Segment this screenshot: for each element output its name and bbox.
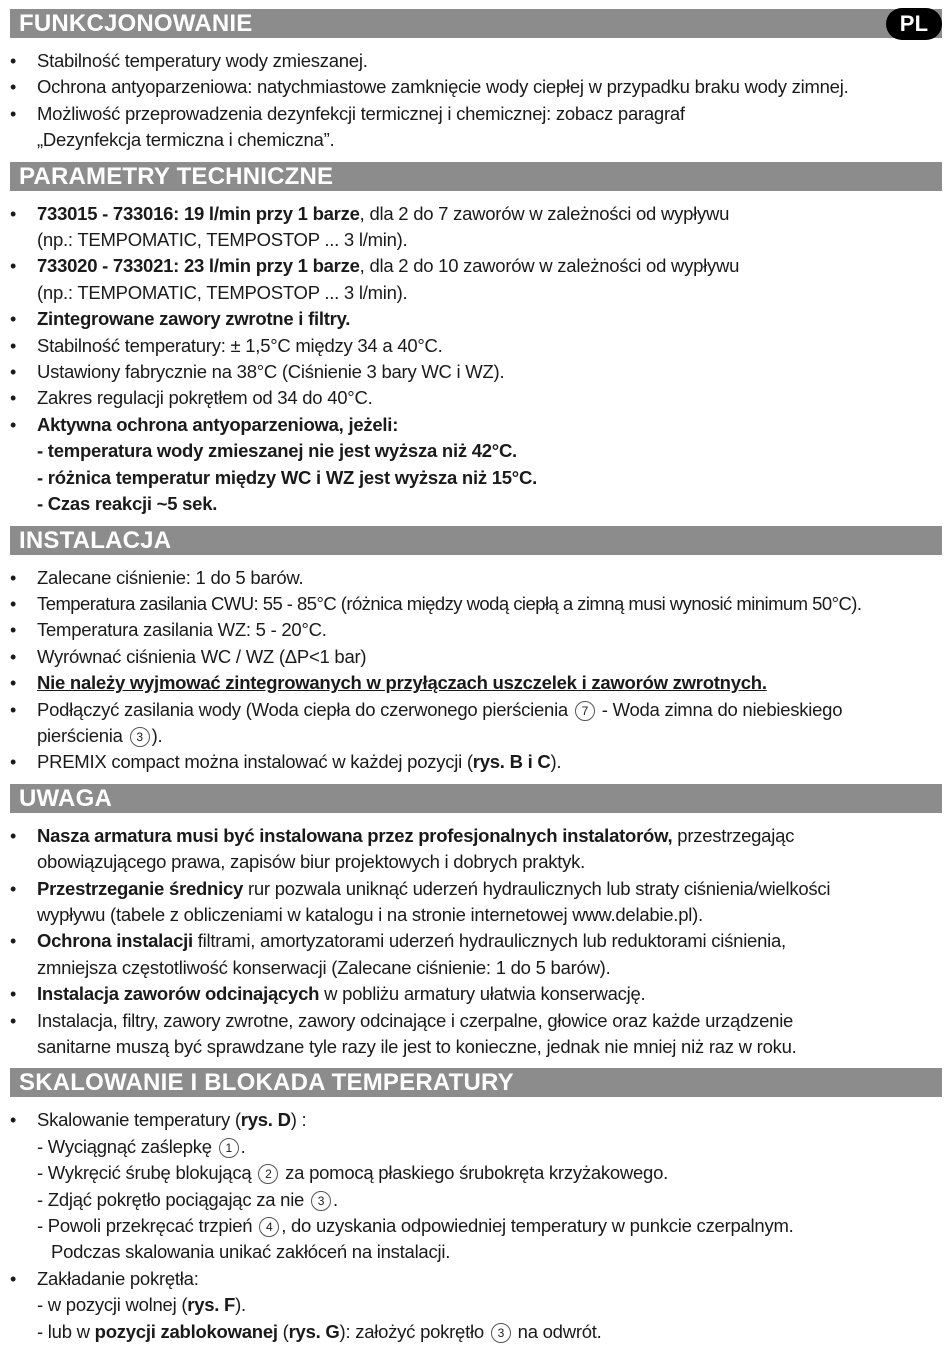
item-text: - Woda zimna do niebieskiego: [601, 698, 843, 720]
item-bold: rys. G: [288, 1320, 340, 1342]
item-text: przestrzegając: [672, 824, 795, 846]
item-line: zmniejsza częstotliwość konserwacji (Zalecane ciśnienie: 1 do 5 barów).: [37, 956, 611, 978]
step-text: - lub w: [37, 1320, 95, 1342]
section-title: SKALOWANIE I BLOKADA TEMPERATURY: [19, 1069, 514, 1097]
list-item: [10, 1266, 942, 1345]
step-text: - Wykręcić śrubę blokującą: [37, 1162, 252, 1184]
callout-number: 4: [259, 1217, 279, 1237]
step-text: - Zdjąć pokrętło pociągając za nie: [37, 1188, 305, 1210]
document-page: [10, 9, 942, 1353]
step-text: ).: [235, 1294, 246, 1316]
callout-number: 3: [311, 1191, 331, 1211]
item-bold: - Czas reakcji ~5 sek.: [37, 493, 218, 515]
list-item: • Temperatura zasilania WZ: 5 - 20°C.: [10, 617, 942, 643]
step-text: .: [240, 1135, 246, 1157]
step-text: - Powoli przekręcać trzpień: [37, 1215, 253, 1237]
item-bold: 733020 - 733021: 23 l/min przy 1 barze: [37, 255, 360, 277]
item-text: Skalowanie temperatury (: [37, 1109, 241, 1131]
section-title: INSTALACJA: [19, 526, 172, 554]
item-text: rur pozwala uniknąć uderzeń hydraulicznych lub straty ciśnienia/wielkości: [243, 877, 831, 899]
item-text: filtrami, amortyzatorami uderzeń hydraulicznych lub reduktorami ciśnienia,: [192, 930, 786, 952]
item-bold: Nasza armatura musi być instalowana przez profesjonalnych instalatorów,: [37, 824, 673, 846]
callout-number: 3: [130, 727, 150, 747]
item-bold: Przestrzeganie średnicy: [37, 877, 244, 899]
step-text: za pomocą płaskiego śrubokręta krzyżakowego.: [285, 1162, 669, 1184]
section-title: UWAGA: [19, 784, 112, 812]
step-text: (: [277, 1320, 289, 1342]
list-uwaga: [10, 823, 942, 1061]
item-bold: pozycji zablokowanej: [94, 1320, 278, 1342]
step-line: [37, 1319, 942, 1345]
item-text: , dla 2 do 10 zaworów w zależności od wypływu: [359, 255, 740, 277]
list-item: [10, 823, 942, 876]
language-badge: PL: [886, 8, 942, 40]
section-header-funkcjonowanie: [10, 9, 942, 38]
item-text: Zakładanie pokrętła:: [37, 1267, 199, 1289]
list-parametry: [10, 201, 942, 518]
list-skalowanie: [10, 1107, 942, 1345]
item-text: ).: [151, 724, 163, 746]
list-item: [10, 201, 942, 254]
step-line: Podczas skalowania unikać zakłóceń na instalacji.: [51, 1241, 451, 1263]
step-text: , do uzyskania odpowiedniej temperatury w punkcie czerpalnym.: [281, 1215, 794, 1237]
item-bold: rys. B i C: [472, 751, 551, 773]
list-item: • Zakres regulacji pokrętłem od 34 do 40°C.: [10, 385, 942, 411]
list-item: [10, 306, 942, 332]
list-item: • Ustawiony fabrycznie na 38°C (Ciśnienie 3 bary WC i WZ).: [10, 359, 942, 385]
item-bold: Ochrona instalacji: [37, 930, 193, 952]
step-text: ): założyć pokrętło: [339, 1320, 484, 1342]
item-bold: rys. F: [187, 1294, 236, 1316]
step-text: - Wyciągnąć zaślepkę: [37, 1135, 212, 1157]
item-line: • Możliwość przeprowadzenia dezynfekcji termicznej i chemicznej: zobacz paragraf: [37, 102, 685, 124]
item-line: obowiązującego prawa, zapisów biur projektowych i dobrych praktyk.: [37, 851, 586, 873]
step-line: [37, 1160, 942, 1186]
step-line: [37, 1292, 942, 1318]
item-bold-underlined: Nie należy wyjmować zintegrowanych w przyłączach uszczelek i zaworów zwrotnych.: [37, 672, 767, 694]
list-item: [10, 1107, 942, 1265]
list-item: [10, 981, 942, 1007]
section-header-uwaga: [10, 784, 942, 813]
item-text: w pobliżu armatury ułatwia konserwację.: [319, 983, 646, 1005]
list-item: [10, 928, 942, 981]
section-header-instalacja: [10, 526, 942, 555]
item-text: ) :: [290, 1109, 307, 1131]
item-bold: - temperatura wody zmieszanej nie jest wyższa niż 42°C.: [37, 440, 517, 462]
step-line: [37, 1213, 942, 1239]
item-text: Podłączyć zasilania wody (Woda ciepła do czerwonego pierścienia: [37, 698, 568, 720]
callout-number: 2: [258, 1164, 278, 1184]
list-item: [10, 876, 942, 929]
list-instalacja: [10, 565, 942, 776]
list-item: [10, 697, 942, 750]
item-bold: Zintegrowane zawory zwrotne i filtry.: [37, 308, 351, 330]
item-bold: • Aktywna ochrona antyoparzeniowa, jeżeli:: [37, 413, 399, 435]
list-item: • Temperatura zasilania CWU: 55 - 85°C (różnica między wodą ciepłą a zimną musi wynosić minimum 50°C).: [10, 591, 942, 617]
step-text: .: [333, 1188, 338, 1210]
list-item: • Wyrównać ciśnienia WC / WZ (ΔP<1 bar): [10, 644, 942, 670]
callout-number: 7: [575, 701, 595, 721]
step-line: [37, 1134, 942, 1160]
step-text: - w pozycji wolnej (: [37, 1294, 188, 1316]
list-item: • Stabilność temperatury: ± 1,5°C między 34 a 40°C.: [10, 333, 942, 359]
section-title: FUNKCJONOWANIE: [19, 10, 253, 37]
step-text: na odwrót.: [517, 1320, 602, 1342]
callout-number: 1: [219, 1138, 239, 1158]
item-bold: Instalacja zaworów odcinających: [37, 983, 320, 1005]
list-item: • Zalecane ciśnienie: 1 do 5 barów.: [10, 565, 942, 591]
item-text: pierścienia: [37, 724, 123, 746]
item-line: sanitarne muszą być sprawdzane tyle razy ile jest to konieczne, jednak nie mniej niż raz w roku.: [37, 1036, 797, 1057]
list-item: • Stabilność temperatury wody zmieszanej.: [10, 48, 942, 74]
callout-number: 3: [491, 1323, 511, 1343]
section-title: PARAMETRY TECHNICZNE: [19, 162, 334, 190]
list-item: [10, 749, 942, 775]
item-text: Instalacja, filtry, zawory zwrotne, zawory odcinające i czerpalne, głowice oraz każde urządzenie: [37, 1009, 794, 1031]
item-text: ).: [550, 751, 562, 773]
item-line: (np.: TEMPOMATIC, TEMPOSTOP ... 3 l/min).: [37, 281, 408, 303]
section-header-parametry: [10, 162, 942, 191]
list-funkcjonowanie: [10, 48, 942, 154]
section-header-skalowanie: [10, 1068, 942, 1097]
item-bold: 733015 - 733016: 19 l/min przy 1 barze: [37, 202, 360, 224]
list-item: [10, 101, 942, 154]
list-item: [10, 253, 942, 306]
item-text: PREMIX compact można instalować w każdej pozycji (: [37, 751, 473, 773]
list-item: [10, 1008, 942, 1061]
step-line: [37, 1187, 942, 1213]
list-item: [10, 412, 942, 518]
item-line: (np.: TEMPOMATIC, TEMPOSTOP ... 3 l/min).: [37, 229, 408, 251]
item-bold: - różnica temperatur między WC i WZ jest wyższa niż 15°C.: [37, 466, 537, 488]
list-item: [10, 670, 942, 696]
item-text: , dla 2 do 7 zaworów w zależności od wypływu: [359, 202, 730, 224]
item-bold: rys. D: [240, 1109, 291, 1131]
item-line: wypływu (tabele z obliczeniami w katalogu i na stronie internetowej www.delabie.pl).: [37, 903, 703, 925]
list-item: • Ochrona antyoparzeniowa: natychmiastowe zamknięcie wody ciepłej w przypadku braku wody zimnej.: [10, 74, 942, 100]
item-line: „Dezynfekcja termiczna i chemiczna”.: [37, 129, 335, 151]
